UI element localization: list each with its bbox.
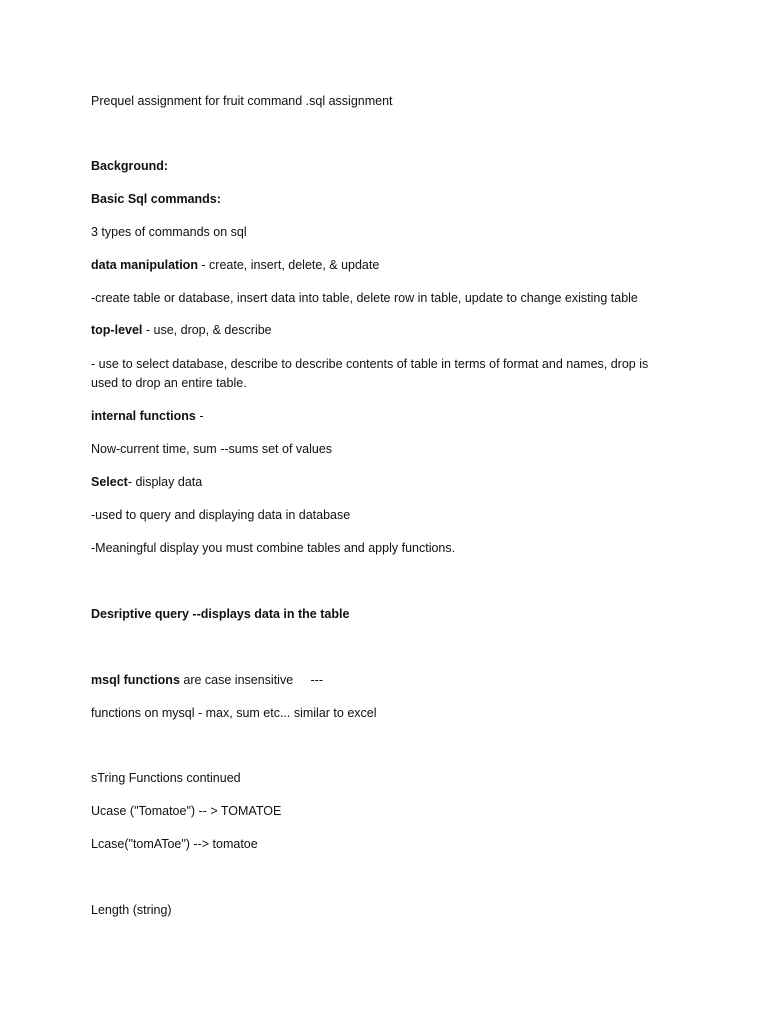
data-manipulation-term: data manipulation	[91, 258, 198, 272]
top-level-line	[91, 321, 691, 340]
select-desc-2: -Meaningful display you must combine tables and apply functions.	[91, 541, 456, 555]
basic-sql-heading: Basic Sql commands:	[91, 192, 221, 206]
data-manipulation-desc: -create table or database, insert data into table, delete row in table, update to change existing table	[91, 291, 638, 305]
select-rest: - display data	[127, 475, 203, 489]
data-manipulation-line	[91, 256, 691, 275]
internal-functions-rest: -	[195, 409, 204, 423]
string-functions-heading: sTring Functions continued	[91, 771, 241, 785]
types-line: 3 types of commands on sql	[91, 225, 247, 239]
msql-functions-line	[91, 671, 691, 690]
internal-functions-desc: Now-current time, sum --sums set of values	[91, 442, 333, 456]
mysql-functions-desc: functions on mysql - max, sum etc... similar to excel	[91, 706, 377, 720]
length-line: Length (string)	[91, 903, 172, 917]
ucase-line: Ucase ("Tomatoe") -- > TOMATOE	[91, 804, 282, 818]
msql-functions-rest: are case insensitive ---	[179, 673, 324, 687]
internal-functions-term: internal functions	[91, 409, 196, 423]
select-desc-1: -used to query and displaying data in database	[91, 508, 351, 522]
document-title: Prequel assignment for fruit command .sql assignment	[91, 94, 393, 108]
lcase-line: Lcase("tomAToe") --> tomatoe	[91, 837, 258, 851]
internal-functions-line	[91, 407, 691, 426]
msql-functions-term: msql functions	[91, 673, 180, 687]
select-term: Select	[91, 475, 128, 489]
top-level-rest: - use, drop, & describe	[142, 323, 272, 337]
data-manipulation-rest: - create, insert, delete, & update	[197, 258, 380, 272]
background-heading: Background:	[91, 159, 169, 173]
top-level-term: top-level	[91, 323, 143, 337]
select-line	[91, 473, 691, 492]
top-level-desc: - use to select database, describe to describe contents of table in terms of format and names, drop is used to drop an entire table.	[91, 357, 649, 390]
descriptive-query-line: Desriptive query --displays data in the table	[91, 607, 350, 621]
